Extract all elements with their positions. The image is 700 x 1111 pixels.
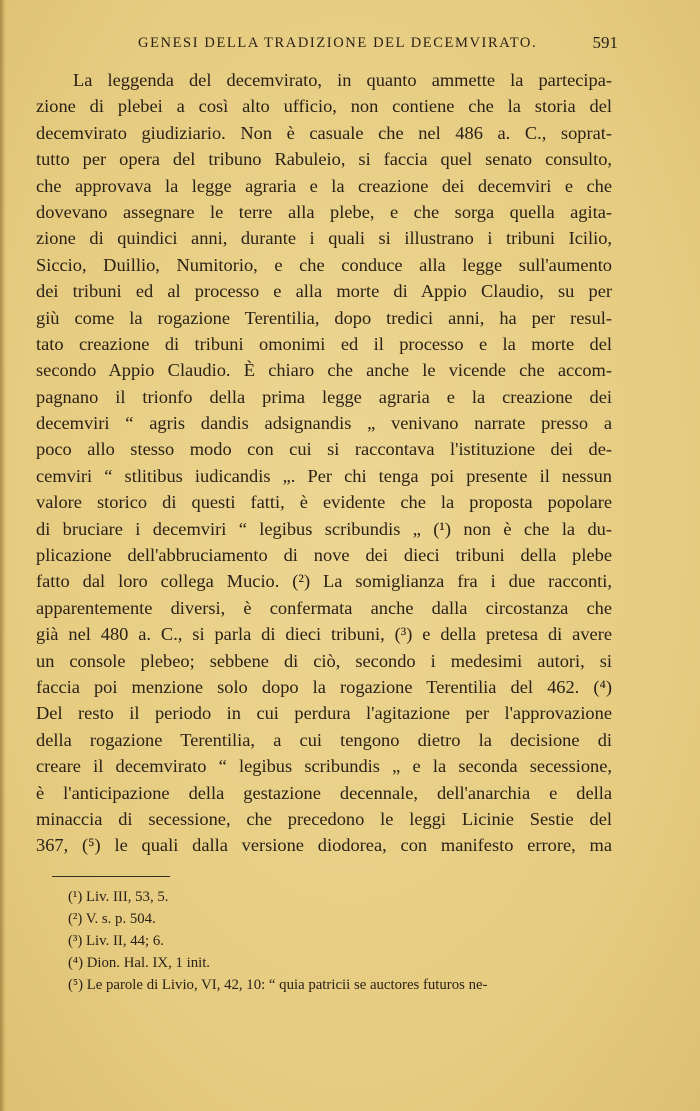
body-line: plicazione dell'abbruciamento di nove dei dieci tribuni della plebe [36,545,612,566]
footnote: (⁵) Le parole di Livio, VI, 42, 10: “ quia patricii se auctores futuros ne- [68,977,488,993]
running-title: GENESI DELLA TRADIZIONE DEL DECEMVIRATO. [138,35,538,51]
body-line: apparentemente diversi, è confermata anche dalla circostanza che [36,597,612,618]
page-binding-edge [0,0,6,1111]
body-line: della rogazione Terentilia, a cui tengono dietro la decisione di [36,729,612,750]
body-line: pagnano il trionfo della prima legge agraria e la creazione dei [36,386,612,407]
body-line: un console plebeo; sebbene di ciò, secondo i medesimi autori, si [36,650,612,671]
body-line: Del resto il periodo in cui perdura l'agitazione per l'approvazione [36,703,612,724]
footnote: (⁴) Dion. Hal. IX, 1 init. [68,955,211,971]
body-line: 367, (⁵) le quali dalla versione diodorea, con manifesto errore, ma [36,835,612,856]
body-line: che approvava la legge agraria e la creazione dei decemviri e che [36,175,612,196]
body-line: faccia poi menzione solo dopo la rogazione Terentilia del 462. (⁴) [36,676,612,697]
body-line: valore storico di questi fatti, è evidente che la proposta popolare [36,492,612,513]
body-line: tutto per opera del tribuno Rabuleio, si faccia quel senato consulto, [36,149,612,170]
footnote: (²) V. s. p. 504. [68,911,156,927]
body-line: tato creazione di tribuni omonimi ed il processo e la morte del [36,333,612,354]
body-line: è l'anticipazione della gestazione decennale, dell'anarchia e della [36,782,612,803]
body-line: cemviri “ stlitibus iudicandis „. Per chi tenga poi presente il nessun [36,465,612,486]
body-line: di bruciare i decemviri “ legibus scribundis „ (¹) non è che la du- [36,518,612,539]
body-text [36,67,612,859]
page-number: 591 [592,33,618,52]
running-head [68,33,618,59]
body-line: già nel 480 a. C., si parla di dieci tribuni, (³) e della pretesa di avere [36,624,612,645]
footnotes [68,886,614,996]
body-line: zione di plebei a così alto ufficio, non contiene che la storia del [36,96,612,117]
body-line: decemvirato giudiziario. Non è casuale che nel 486 a. C., soprat- [36,122,612,143]
body-line: dovevano assegnare le terre alla plebe, e che sorga quella agita- [36,201,612,222]
body-line: Siccio, Duillio, Numitorio, e che conduce alla legge sull'aumento [36,254,612,275]
footnote: (³) Liv. II, 44; 6. [68,933,164,949]
body-line: La leggenda del decemvirato, in quanto ammette la partecipa- [73,70,612,90]
body-line: decemviri “ agris dandis adsignandis „ venivano narrate presso a [36,413,612,434]
body-line: zione di quindici anni, durante i quali si illustrano i tribuni Icilio, [36,228,612,249]
footnote: (¹) Liv. III, 53, 5. [68,889,169,905]
footnote-rule [52,876,170,877]
body-line: giù come la rogazione Terentilia, dopo tredici anni, ha per resul- [36,307,612,328]
body-line: poco allo stesso modo con cui si raccontava l'istituzione dei de- [36,439,612,460]
body-line: minaccia di secessione, che precedono le leggi Licinie Sestie del [36,808,612,829]
body-line: creare il decemvirato “ legibus scribundis „ e la seconda secessione, [36,756,612,777]
body-line: dei tribuni ed al processo e alla morte di Appio Claudio, su per [36,281,612,302]
body-line: secondo Appio Claudio. È chiaro che anche le vicende che accom- [36,360,612,381]
body-line: fatto dal loro collega Mucio. (²) La somiglianza fra i due racconti, [36,571,612,592]
